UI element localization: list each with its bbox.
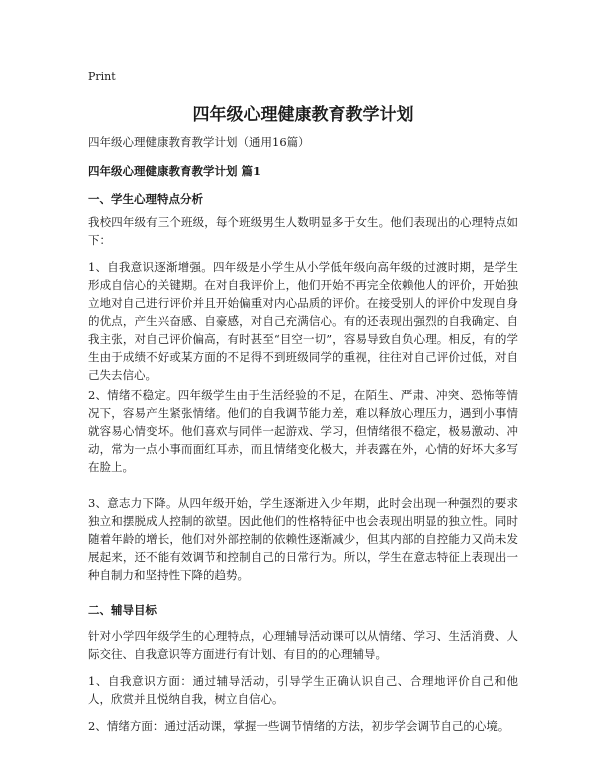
section-heading: 一、学生心理特点分析 [88, 192, 203, 206]
article-heading: 四年级心理健康教育教学计划 篇1 [88, 164, 262, 178]
paragraph: 针对小学四年级学生的心理特点，心理辅导活动课可以从情绪、学习、生活消费、人际交往、自我意识等方面进行有计划、有目的的心理辅导。 [88, 629, 518, 661]
paragraph: 1、自我意识逐渐增强。四年级是小学生从小学低年级向高年级的过渡时期，是学生形成自信心的关键期。在对自我评价上，他们开始不再完全依赖他人的评价，开始独立地对自己进行评价并且开始偏重对内心品质的评价。在接受别人的评价中发现自身的优点，产生兴奋感、自豪感，对自己充满信心。有的还表现出强烈的自我确定、自我主张，对自己评价偏高，有时甚至“目空一切”，容易导致自负心理。相反，有的学生由于成绩不好或某方面的不足得不到班级同学的重视，往往对自己评价过低，对自己失去信心。 [88, 260, 518, 382]
paragraph: 1、自我意识方面：通过辅导活动，引导学生正确认识自己、合理地评价自己和他人，欣赏并且悦纳自我，树立自信心。 [88, 674, 518, 706]
paragraph: 2、情绪方面：通过活动课，掌握一些调节情绪的方法，初步学会调节自己的心境。 [88, 719, 510, 733]
paragraph: 3、意志力下降。从四年级开始，学生逐渐进入少年期，此时会出现一种强烈的要求独立和摆脱成人控制的欲望。因此他们的性格特征中也会表现出明显的独立性。同时随着年龄的增长，他们对外部控制的依赖性逐渐减少，但其内部的自控能力又尚未发展起来，还不能有效调节和控制自己的日常行为。所以，学生在意志特征上表现出一种自制力和坚持性下降的趋势。 [88, 496, 518, 582]
document-subtitle: 四年级心理健康教育教学计划（通用16篇） [88, 135, 310, 149]
print-link[interactable]: Print [88, 70, 116, 83]
page-title: 四年级心理健康教育教学计划 [192, 105, 414, 125]
section-heading: 二、辅导目标 [88, 603, 157, 617]
paragraph: 2、情绪不稳定。四年级学生由于生活经验的不足，在陌生、严肃、冲突、恐怖等情况下，容易产生紧张情绪。他们的自我调节能力差，难以释放心理压力，遇到小事情就容易心情变坏。他们喜欢与同伴一起游戏、学习，但情绪很不稳定，极易激动、冲动，常为一点小事而面红耳赤，而且情绪变化极大，并表露在外，心情的好坏大多写在脸上。 [88, 388, 518, 474]
paragraph: 我校四年级有三个班级，每个班级男生人数明显多于女生。他们表现出的心理特点如下： [88, 215, 518, 247]
